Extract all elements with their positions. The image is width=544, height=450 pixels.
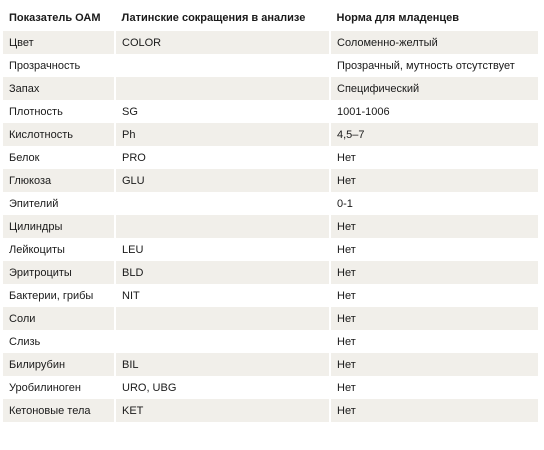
cell-infant-norm: Нет bbox=[330, 307, 539, 330]
table-row bbox=[3, 330, 539, 353]
cell-indicator: Цилиндры bbox=[3, 215, 115, 238]
cell-latin-abbr bbox=[115, 330, 330, 353]
cell-indicator: Эритроциты bbox=[3, 261, 115, 284]
cell-latin-abbr bbox=[115, 192, 330, 215]
table-row bbox=[3, 123, 539, 146]
table-header-row bbox=[3, 5, 539, 31]
cell-latin-abbr bbox=[115, 307, 330, 330]
table-row bbox=[3, 399, 539, 422]
cell-latin-abbr: SG bbox=[115, 100, 330, 123]
table-row bbox=[3, 307, 539, 330]
cell-infant-norm: 0-1 bbox=[330, 192, 539, 215]
cell-latin-abbr: PRO bbox=[115, 146, 330, 169]
cell-infant-norm: Нет bbox=[330, 330, 539, 353]
cell-latin-abbr: BIL bbox=[115, 353, 330, 376]
cell-infant-norm: Нет bbox=[330, 238, 539, 261]
cell-latin-abbr bbox=[115, 77, 330, 100]
table-row bbox=[3, 215, 539, 238]
cell-indicator: Билирубин bbox=[3, 353, 115, 376]
cell-indicator: Глюкоза bbox=[3, 169, 115, 192]
cell-indicator: Соли bbox=[3, 307, 115, 330]
cell-latin-abbr: Ph bbox=[115, 123, 330, 146]
cell-infant-norm: Нет bbox=[330, 399, 539, 422]
table-row bbox=[3, 376, 539, 399]
cell-infant-norm: 1001-1006 bbox=[330, 100, 539, 123]
cell-infant-norm: Специфический bbox=[330, 77, 539, 100]
table-row bbox=[3, 238, 539, 261]
cell-indicator: Кетоновые тела bbox=[3, 399, 115, 422]
cell-indicator: Белок bbox=[3, 146, 115, 169]
cell-indicator: Эпителий bbox=[3, 192, 115, 215]
cell-indicator: Прозрачность bbox=[3, 54, 115, 77]
table-row bbox=[3, 261, 539, 284]
cell-infant-norm: Соломенно-желтый bbox=[330, 31, 539, 54]
table-row bbox=[3, 77, 539, 100]
cell-indicator: Цвет bbox=[3, 31, 115, 54]
table-row bbox=[3, 31, 539, 54]
cell-latin-abbr: NIT bbox=[115, 284, 330, 307]
table-row bbox=[3, 54, 539, 77]
cell-indicator: Уробилиноген bbox=[3, 376, 115, 399]
urinalysis-table bbox=[3, 5, 540, 422]
cell-latin-abbr: BLD bbox=[115, 261, 330, 284]
cell-infant-norm: Нет bbox=[330, 215, 539, 238]
cell-indicator: Плотность bbox=[3, 100, 115, 123]
cell-latin-abbr bbox=[115, 215, 330, 238]
cell-infant-norm: Нет bbox=[330, 376, 539, 399]
table-row bbox=[3, 353, 539, 376]
cell-latin-abbr bbox=[115, 54, 330, 77]
cell-infant-norm: Нет bbox=[330, 284, 539, 307]
header-latin-abbr: Латинские сокращения в анализе bbox=[115, 5, 330, 31]
cell-infant-norm: Прозрачный, мутность отсутствует bbox=[330, 54, 539, 77]
cell-latin-abbr: GLU bbox=[115, 169, 330, 192]
table-row bbox=[3, 146, 539, 169]
table-row bbox=[3, 284, 539, 307]
cell-indicator: Лейкоциты bbox=[3, 238, 115, 261]
cell-infant-norm: Нет bbox=[330, 169, 539, 192]
cell-latin-abbr: LEU bbox=[115, 238, 330, 261]
cell-indicator: Запах bbox=[3, 77, 115, 100]
header-infant-norm: Норма для младенцев bbox=[330, 5, 539, 31]
cell-infant-norm: Нет bbox=[330, 353, 539, 376]
table-row bbox=[3, 169, 539, 192]
table-row bbox=[3, 100, 539, 123]
cell-infant-norm: Нет bbox=[330, 261, 539, 284]
cell-indicator: Бактерии, грибы bbox=[3, 284, 115, 307]
cell-indicator: Слизь bbox=[3, 330, 115, 353]
table-body bbox=[3, 31, 539, 422]
cell-indicator: Кислотность bbox=[3, 123, 115, 146]
cell-latin-abbr: COLOR bbox=[115, 31, 330, 54]
cell-infant-norm: Нет bbox=[330, 146, 539, 169]
cell-latin-abbr: KET bbox=[115, 399, 330, 422]
header-indicator: Показатель ОАМ bbox=[3, 5, 115, 31]
cell-latin-abbr: URO, UBG bbox=[115, 376, 330, 399]
cell-infant-norm: 4,5–7 bbox=[330, 123, 539, 146]
table-row bbox=[3, 192, 539, 215]
